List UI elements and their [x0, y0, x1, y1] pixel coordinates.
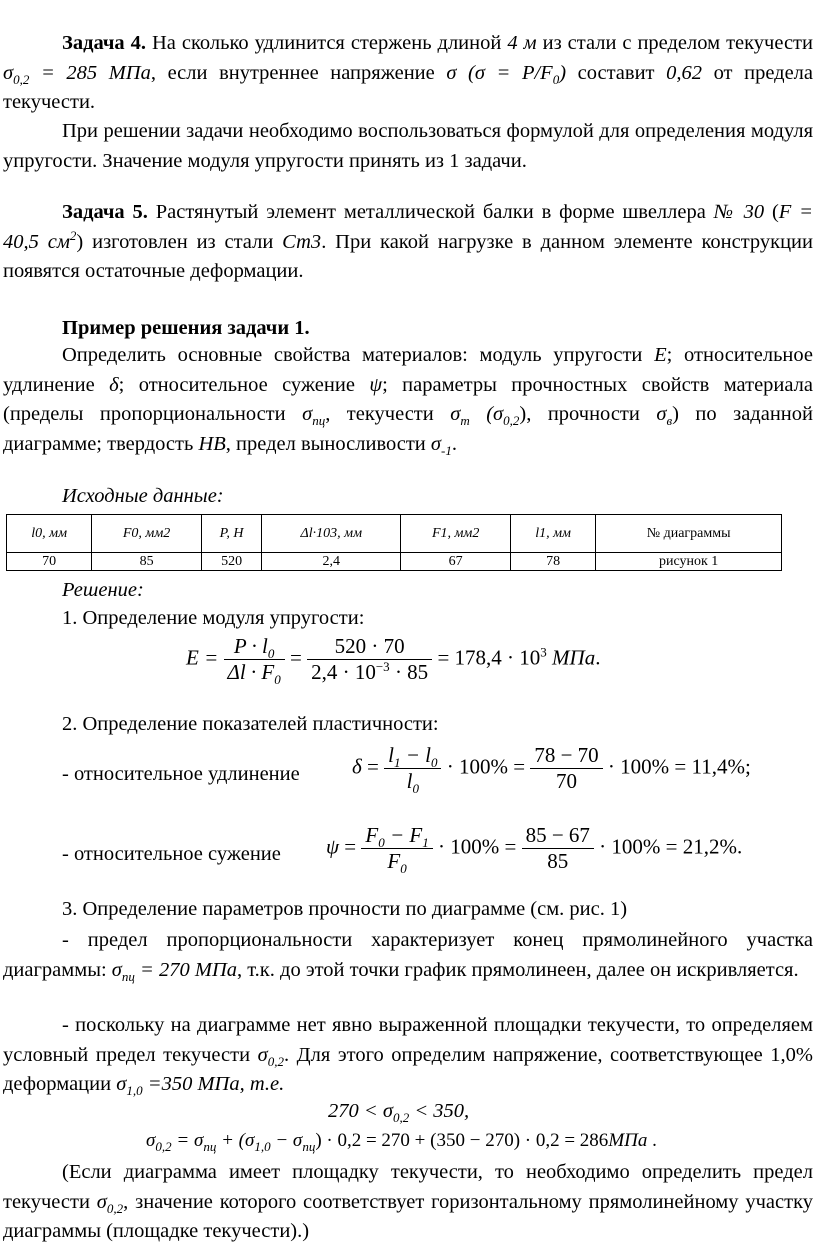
term: + (σ — [216, 1130, 255, 1151]
table-cell: 70 — [7, 553, 92, 571]
fraction — [522, 823, 594, 874]
sigma-symbol: σ — [96, 1190, 107, 1213]
task4-text: от предела текучести. — [3, 61, 814, 113]
term: = σ — [171, 1130, 204, 1151]
formula-result: · 100% = 11,4%; — [607, 754, 751, 779]
stress-at-1pct: =350 МПа, т.е. — [142, 1073, 285, 1095]
fraction-denominator — [307, 660, 432, 685]
task5-text: ) изготовлен из стали — [76, 230, 283, 253]
sigma-symbol: σ — [450, 403, 461, 425]
table-cell: 85 — [92, 553, 202, 571]
narrowing-label: - относительное сужение — [62, 843, 281, 865]
term: 2,4 · 10 — [311, 660, 376, 684]
table-header-cell: Δl·103, мм — [262, 515, 401, 553]
table-header-cell: № диаграммы — [596, 515, 782, 553]
subscript: 0,2 — [13, 71, 30, 87]
elongation-label: - относительное удлинение — [62, 763, 300, 785]
subscript: пц — [121, 968, 135, 984]
term: − σ — [270, 1130, 303, 1151]
fraction-denominator: 85 — [547, 849, 569, 873]
fraction-denominator: 70 — [555, 769, 577, 793]
formula-result: · 100% = 21,2%. — [599, 834, 743, 859]
elongation-formula: δ = $\frac{l_1 - l_0}{l_0}$ · 100% = $\frac{78 - 70}{70}$ · 100% = 11,4%; — [352, 743, 751, 797]
rod-length: 4 м — [507, 32, 537, 54]
modulus-formula: E = $\frac{P \cdot l_0}{\Delta l \cdot F_0}$ = $\frac{520 \cdot 70}{2,4 \cdot 10^{-3} \cdot 85}$ = $178,4 \cdot 10^3$ МПа. — [186, 634, 601, 688]
fraction-numerator: $P \cdot l_0$ — [224, 634, 285, 660]
fraction-denominator: $l_0$ — [406, 769, 419, 797]
table-cell: 67 — [401, 553, 511, 571]
term: Δl · F — [227, 660, 275, 684]
unit: МПа — [546, 645, 596, 670]
superscript: −3 — [375, 659, 390, 674]
sigma-symbol: σ — [656, 403, 667, 425]
table-header-cell: F0, мм2 — [92, 515, 202, 553]
table-cell: 520 — [201, 553, 261, 571]
sigma-symbol: σ — [493, 403, 504, 425]
yield-paragraph — [3, 1011, 813, 1100]
example-text: ), прочности — [519, 403, 657, 425]
term: − F — [384, 823, 423, 847]
example-text: , текучести — [325, 403, 451, 425]
subscript: 1,0 — [126, 1083, 143, 1099]
paragraph-text: - поскольку на диаграмме нет явно выраженной площадки текучести, то определяем условный предел текучести — [3, 1014, 813, 1066]
symbol-psi: ψ — [369, 373, 383, 396]
subscript: 0,2 — [392, 1110, 410, 1126]
subscript: т — [460, 413, 470, 429]
task5-text: Растянутый элемент металлической балки в форме швеллера — [147, 201, 714, 223]
task4-paragraph — [3, 29, 813, 118]
table-header-cell: l1, мм — [510, 515, 595, 553]
steel-grade: Ст3 — [282, 230, 322, 253]
subscript: 0,2 — [267, 1053, 284, 1069]
term: < 350, — [409, 1100, 470, 1122]
narrowing-formula: ψ = $\frac{F_0 - F_1}{F_0}$ · 100% = $\frac{85 - 67}{85}$ · 100% = 21,2%. — [326, 823, 743, 877]
task4-label: Задача 4. — [62, 32, 147, 54]
paragraph-text: (Если диаграмма имеет площадку текучести, то необходимо определить предел текучести — [3, 1161, 813, 1213]
interpolation-formula — [146, 1130, 657, 1152]
term: F — [387, 849, 401, 873]
input-heading: Исходные данные: — [62, 485, 224, 507]
sigma-symbol: σ — [116, 1073, 127, 1095]
task4-text: , если внутреннее напряжение — [150, 61, 447, 84]
subscript: в — [666, 413, 673, 429]
term: F — [365, 823, 379, 847]
example-text: , предел выносливости — [225, 432, 431, 455]
task5-label: Задача 5. — [62, 201, 148, 223]
example-text: ; относительное удлинение — [3, 344, 813, 396]
paren: ) — [559, 61, 567, 84]
fraction — [307, 634, 432, 685]
table-cell: 2,4 — [262, 553, 401, 571]
task4-text: На сколько удлинится стержень длиной — [146, 32, 508, 54]
percent-term: · 100% = — [446, 754, 526, 779]
table-header-cell: l0, мм — [7, 515, 92, 553]
task5-text: ( — [764, 201, 779, 223]
subscript: -1 — [441, 442, 452, 458]
example-text: Определить основные свойства материалов: модуль упругости — [62, 344, 655, 366]
unit: МПа — [608, 1130, 648, 1151]
example-text: ; относительное сужение — [118, 373, 370, 396]
term: . — [647, 1130, 657, 1151]
fraction-denominator: $F_0$ — [387, 849, 407, 877]
superscript: 2 — [69, 227, 77, 243]
example-text: ( — [469, 403, 494, 425]
stress-definition: σ (σ = P/F — [446, 61, 553, 84]
table-cell: рисунок 1 — [596, 553, 782, 571]
task5-text: . При какой нагрузке в данном элементе конструкции появятся остаточные деформации. — [3, 230, 814, 282]
example-paragraph — [3, 341, 813, 459]
task5-paragraph — [3, 198, 813, 287]
term: 270 < σ — [328, 1100, 393, 1122]
symbol-E: E — [654, 344, 667, 366]
fraction-numerator: $l_1 - l_0$ — [384, 743, 441, 769]
symbol-delta: δ — [352, 754, 362, 779]
paragraph-text: . Для этого определим напряжение, соответствующее 1,0% деформации — [3, 1043, 813, 1095]
symbol-delta: δ — [109, 373, 119, 396]
step3-heading: 3. Определение параметров прочности по диаграмме (см. рис. 1) — [62, 898, 628, 920]
fraction — [384, 743, 441, 797]
sigma-symbol: σ — [146, 1130, 156, 1151]
subscript: 0,2 — [155, 1138, 172, 1154]
task4-text: составит — [566, 61, 667, 84]
sigma-symbol: σ — [111, 958, 122, 981]
subscript: 0,2 — [106, 1200, 124, 1216]
subscript: 0,2 — [503, 413, 520, 429]
step2-heading: 2. Определение показателей пластичности: — [62, 713, 439, 735]
hint-paragraph: При решении задачи необходимо воспользоваться формулой для определения модуля упругости. Значение модуля упругости принять из 1 задачи. — [3, 120, 813, 172]
fraction-numerator: 520 · 70 — [307, 634, 432, 660]
inequality — [328, 1100, 470, 1126]
channel-number: № 30 — [713, 201, 765, 223]
fraction-denominator: $\Delta l \cdot F_0$ — [227, 660, 281, 688]
fraction — [361, 823, 432, 877]
paragraph-text: - предел пропорциональности характеризует конец прямолинейного участка диаграммы: — [3, 929, 813, 981]
fraction-numerator: $F_0 - F_1$ — [361, 823, 432, 849]
term: ) · 0,2 = 270 + (350 − 270) · 0,2 = 286 — [315, 1130, 609, 1151]
subscript: пц — [203, 1138, 217, 1154]
sigma-symbol: σ — [302, 403, 313, 425]
proportionality-value: = 270 МПа — [134, 958, 238, 981]
fraction-numerator: 78 − 70 — [530, 743, 602, 769]
term: P · l — [233, 634, 268, 658]
table-cell: 78 — [510, 553, 595, 571]
table-header-row — [7, 515, 782, 553]
symbol-psi: ψ — [326, 834, 340, 859]
formula-lhs: E = — [186, 645, 219, 670]
proportionality-paragraph — [3, 926, 813, 985]
area-value: F = 40,5 см — [3, 201, 813, 253]
task4-text: из стали с пределом текучести — [536, 32, 813, 54]
example-text: ; параметры прочностных свойств материала (пределы пропорциональности — [3, 373, 813, 425]
solution-heading: Решение: — [62, 579, 144, 601]
percent-term: · 100% = — [437, 834, 517, 859]
table-row — [7, 553, 782, 571]
paragraph-text: , значение которого соответствует горизонтальному прямолинейному участку диаграммы (площадке текучести).) — [3, 1190, 813, 1242]
subscript: 0 — [552, 71, 560, 87]
formula-result: = 178,4 · 10 — [437, 645, 541, 670]
table-header-cell: F1, мм2 — [401, 515, 511, 553]
subscript: пц — [302, 1138, 316, 1154]
subscript: пц — [312, 413, 326, 429]
note-paragraph — [3, 1158, 813, 1247]
sigma-symbol: σ — [257, 1043, 268, 1066]
yield-value: = 285 МПа — [29, 61, 151, 84]
term: l — [388, 743, 394, 767]
example-text: . — [451, 432, 457, 455]
term: · 85 — [389, 660, 429, 684]
paragraph-text: , т.к. до этой точки график прямолинеен, далее он искривляется. — [237, 958, 799, 981]
superscript: 3 — [540, 644, 547, 660]
step1-heading: 1. Определение модуля упругости: — [62, 607, 365, 629]
fraction-numerator: 85 − 67 — [522, 823, 594, 849]
fraction — [530, 743, 602, 794]
subscript: 1,0 — [254, 1138, 271, 1154]
table-header-cell: P, Н — [201, 515, 261, 553]
term: l — [406, 769, 413, 793]
sigma-symbol: σ — [430, 432, 442, 455]
sigma-symbol: σ — [3, 61, 14, 84]
symbol-HB: НВ — [198, 432, 226, 455]
fraction — [224, 634, 285, 688]
example-text: ) по заданной диаграмме; твердость — [3, 403, 813, 455]
input-data-table — [6, 514, 782, 571]
stress-ratio: 0,62 — [666, 61, 702, 84]
example-title: Пример решения задачи 1. — [62, 317, 310, 339]
term: − l — [400, 743, 431, 767]
